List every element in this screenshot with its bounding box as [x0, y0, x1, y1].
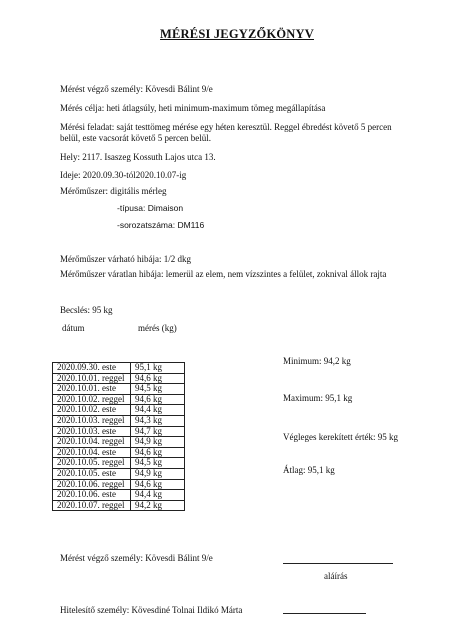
time-line: Ideje: 2020.09.30-tól2020.10.07-ig [60, 170, 187, 180]
table-row [53, 384, 185, 395]
row-value: 94,5 kg [131, 384, 185, 395]
row-date: 2020.09.30. este [53, 363, 131, 374]
task-line-2: belül, este vacsorát követő 5 percen belül. [60, 133, 211, 143]
table-row [53, 437, 185, 448]
row-date: 2020.10.05. este [53, 468, 131, 479]
row-date: 2020.10.04. reggel [53, 437, 131, 448]
row-value: 94,2 kg [131, 500, 185, 511]
signature-measurer: Mérést végző személy: Kövesdi Bálint 9/e [60, 553, 213, 563]
row-date: 2020.10.04. este [53, 447, 131, 458]
signature-line-certifier [283, 613, 366, 614]
row-date: 2020.10.02. este [53, 405, 131, 416]
table-row [53, 479, 185, 490]
document-title: MÉRÉSI JEGYZŐKÖNYV [160, 27, 314, 41]
unexpected-error-line: Mérőműszer váratlan hibája: lemerül az elem, nem vízszintes a felület, zoknival állok rajta [60, 269, 387, 279]
signature-certifier: Hitelesítő személy: Kövesdiné Tolnai Ildikó Márta [60, 605, 243, 615]
table-row [53, 468, 185, 479]
row-value: 94,4 kg [131, 490, 185, 501]
instrument-type: -típusa: Dimaison [117, 203, 184, 213]
instrument-serial: -sorozatszáma: DM116 [117, 220, 205, 230]
estimate-line: Becslés: 95 kg [60, 305, 113, 315]
purpose-line: Mérés célja: heti átlagsúly, heti minimum-maximum tömeg megállapítása [60, 103, 326, 113]
row-date: 2020.10.05. reggel [53, 458, 131, 469]
row-date: 2020.10.06. reggel [53, 479, 131, 490]
row-value: 94,9 kg [131, 437, 185, 448]
row-value: 94,6 kg [131, 447, 185, 458]
stat-maximum: Maximum: 95,1 kg [283, 393, 353, 403]
row-date: 2020.10.03. este [53, 426, 131, 437]
table-row [53, 426, 185, 437]
row-value: 94,6 kg [131, 373, 185, 384]
row-value: 94,5 kg [131, 458, 185, 469]
row-date: 2020.10.02. reggel [53, 394, 131, 405]
row-value: 94,7 kg [131, 426, 185, 437]
signature-line-measurer [283, 563, 393, 564]
row-date: 2020.10.07. reggel [53, 500, 131, 511]
task-line-1: Mérési feladat: saját testtömeg mérése egy héten keresztül. Reggel ébredést követő 5 percen [60, 122, 392, 132]
table-row [53, 394, 185, 405]
table-row [53, 490, 185, 501]
stat-minimum: Minimum: 94,2 kg [283, 356, 351, 366]
place-line: Hely: 2117. Isaszeg Kossuth Lajos utca 13. [60, 152, 216, 162]
measurement-table [52, 362, 185, 511]
table-header-value: mérés (kg) [138, 323, 177, 333]
row-date: 2020.10.03. reggel [53, 415, 131, 426]
stat-average: Átlag: 95,1 kg [283, 465, 335, 475]
row-value: 94,6 kg [131, 479, 185, 490]
row-value: 94,3 kg [131, 415, 185, 426]
measurer-line: Mérést végző személy: Kövesdi Bálint 9/e [60, 84, 213, 94]
table-header-date: dátum [62, 323, 85, 333]
signature-label: aláírás [324, 571, 348, 581]
table-row [53, 500, 185, 511]
row-value: 95,1 kg [131, 363, 185, 374]
stat-rounded: Végleges kerekített érték: 95 kg [283, 432, 398, 442]
row-date: 2020.10.01. este [53, 384, 131, 395]
table-row [53, 458, 185, 469]
table-row [53, 405, 185, 416]
instrument-line: Mérőműszer: digitális mérleg [60, 186, 167, 196]
row-value: 94,9 kg [131, 468, 185, 479]
row-value: 94,4 kg [131, 405, 185, 416]
table-row [53, 415, 185, 426]
row-value: 94,6 kg [131, 394, 185, 405]
expected-error-line: Mérőműszer várható hibája: 1/2 dkg [60, 254, 191, 264]
row-date: 2020.10.06. este [53, 490, 131, 501]
row-date: 2020.10.01. reggel [53, 373, 131, 384]
table-row [53, 363, 185, 374]
table-row [53, 447, 185, 458]
table-row [53, 373, 185, 384]
